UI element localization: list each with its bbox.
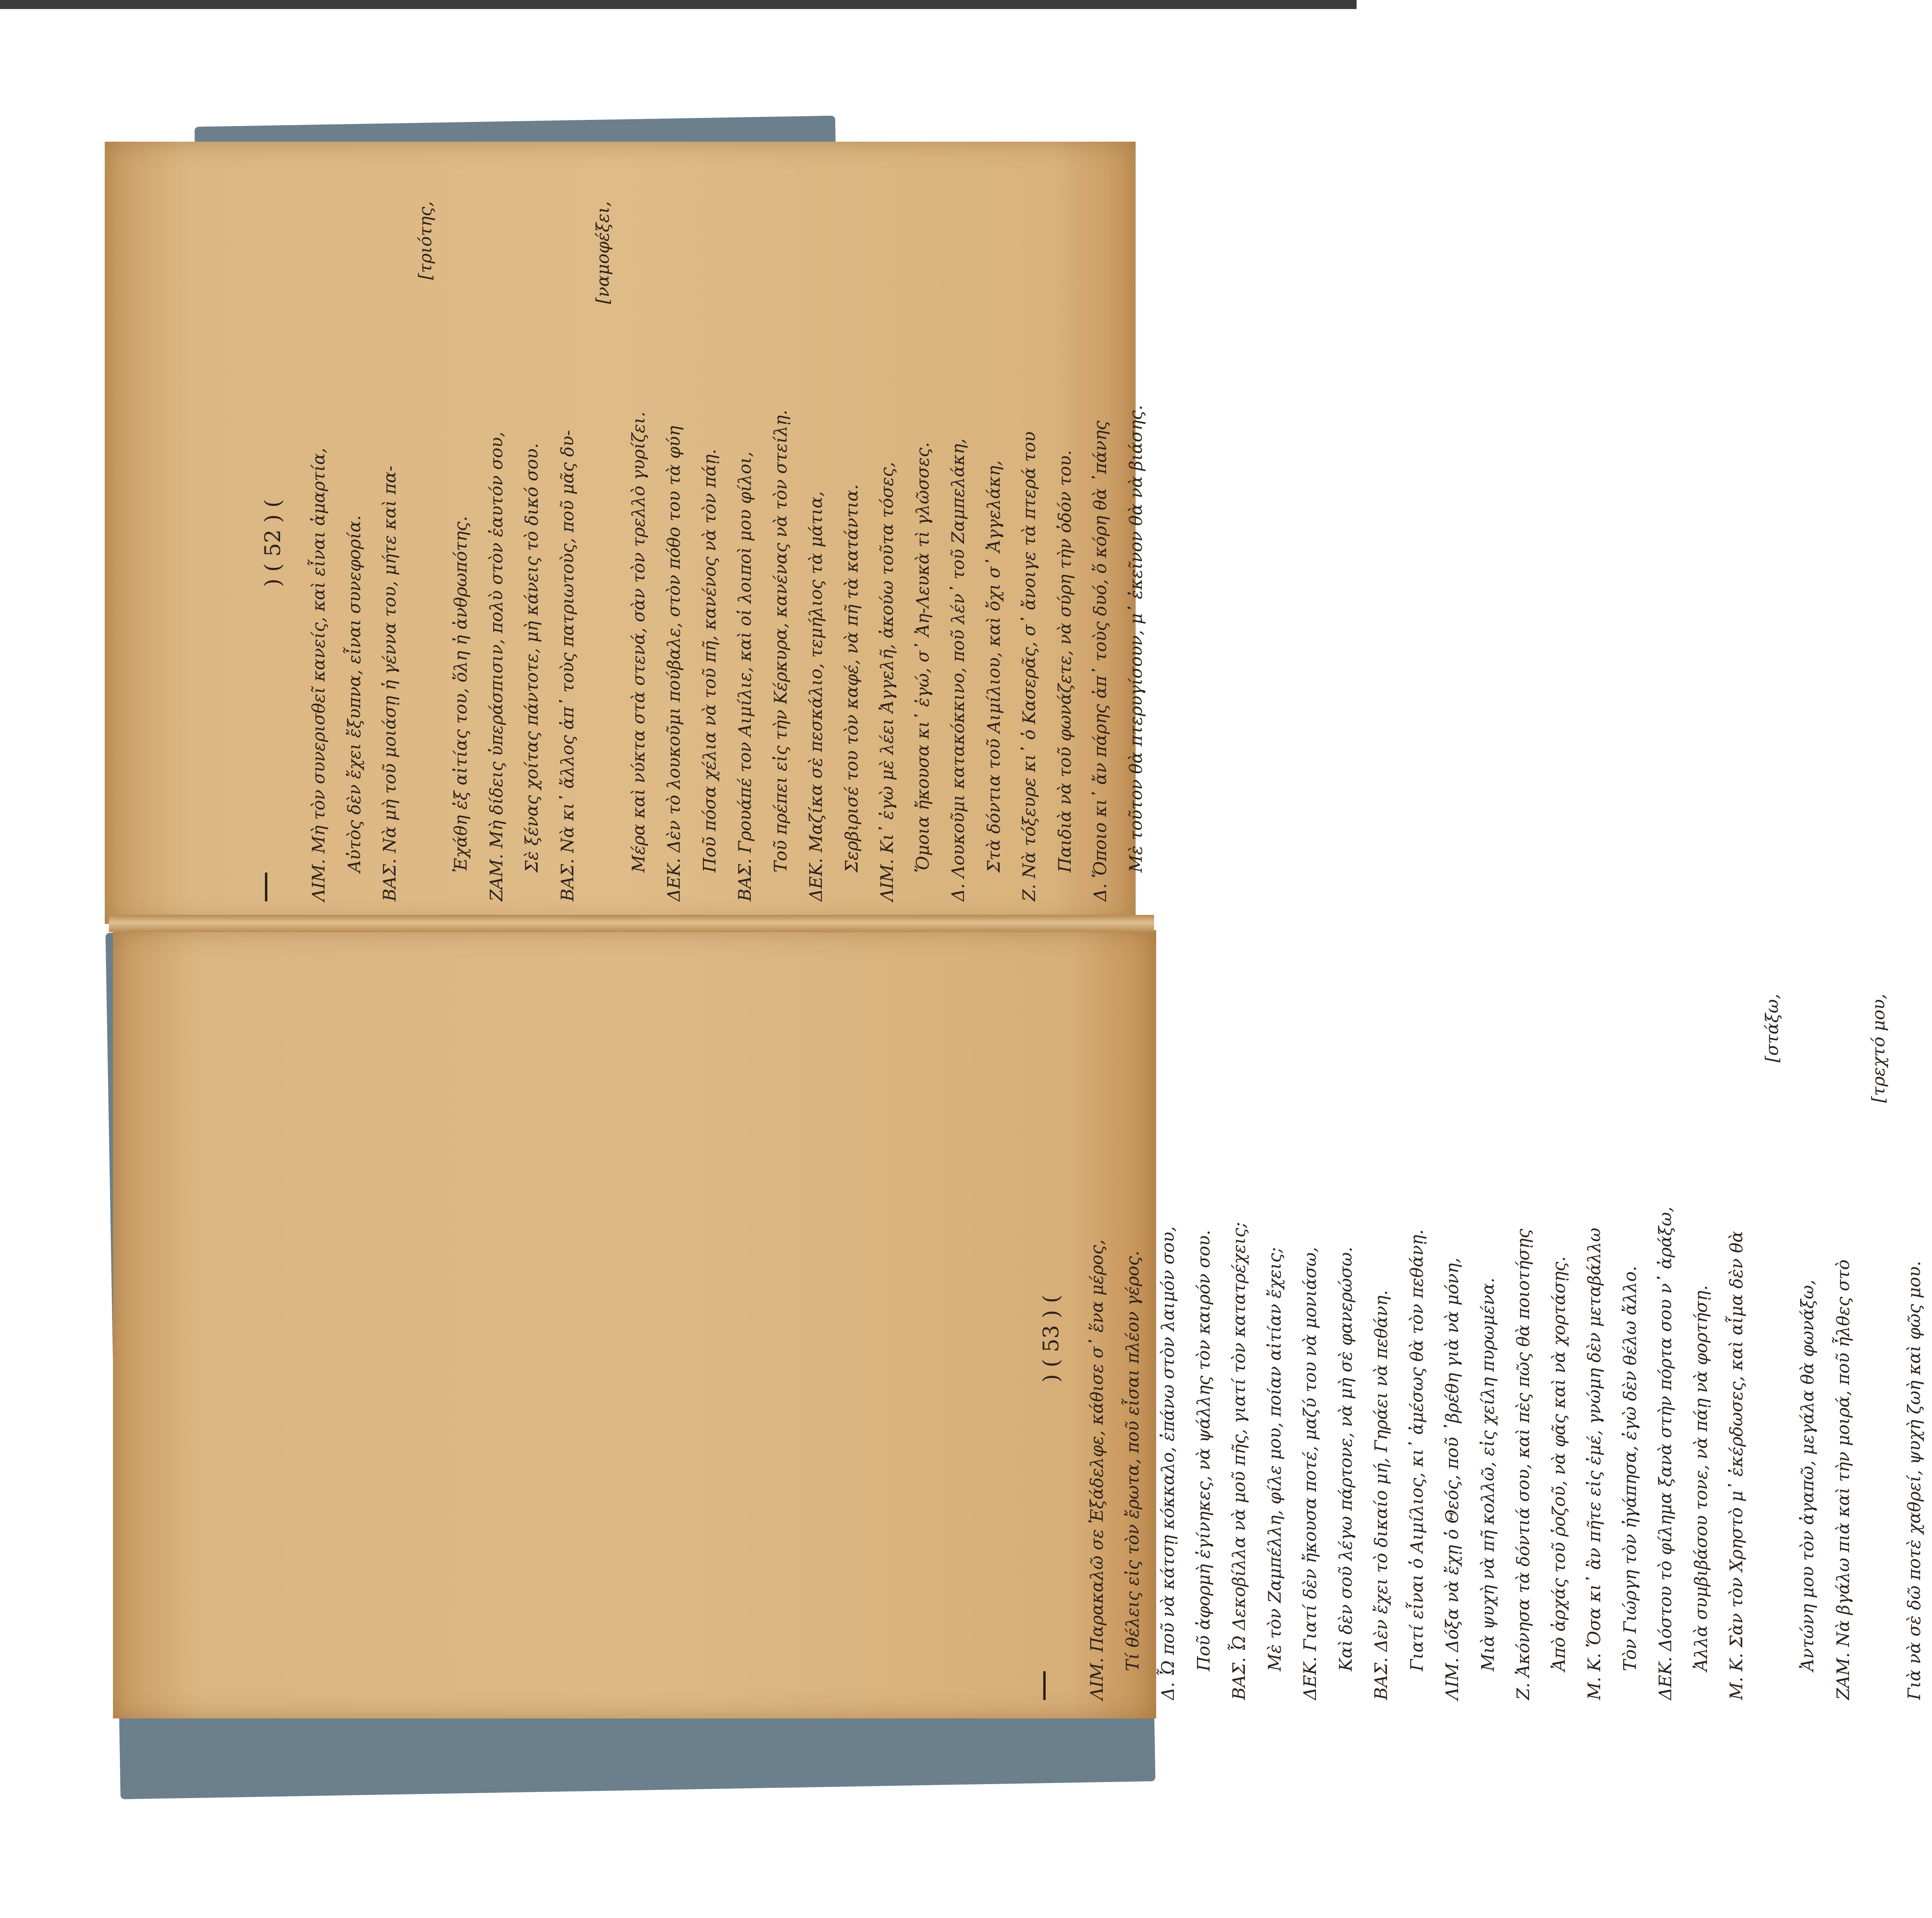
text-line: ΔΕΚ. Δόστου τὸ φίλημα ξανὰ στὴν πόρτα σου ν᾽ ἀράξω, <box>1655 1206 1675 1700</box>
text-line: Τί θέλεις εἰς τὸν ἔρωτα, ποῦ εἶσαι πλέον γέρος. <box>1122 1250 1143 1671</box>
text-line: Μ. Κ. Ὅσα κι᾽ ἂν πῆτε εἰς ἐμέ, γνώμη δὲν μεταβάλλω <box>1584 1227 1604 1700</box>
header-rule <box>265 873 267 901</box>
text-line: Μιὰ ψυχὴ νὰ πῆ κολλῶ, εἰς χείλη πυρωμένα. <box>1477 1277 1498 1671</box>
text-line: [τρεχτό μου, <box>1868 994 1888 1103</box>
text-line: ΛΙΜ. Δόξα νὰ ἔχῃ ὁ Θεός, ποῦ ᾽βρέθη γιὰ νὰ μόνη, <box>1442 1257 1462 1700</box>
text-line: ΒΑΣ. Δὲν ἔχει τὸ δικαίο μή, Γηράει νὰ πεθάνη. <box>1371 1290 1391 1700</box>
page-52-lines <box>301 185 1154 901</box>
text-line: Γιὰ νὰ σὲ δῶ ποτὲ χαθρεί, ψυχὴ ζωὴ καὶ φῶς μου. <box>1904 1261 1924 1700</box>
text-line: ΖΑΜ. Νὰ βγάλω πιὰ καὶ τὴν μοιρά, ποῦ ἦλθες στὸ <box>1833 1259 1853 1700</box>
text-line: Δ. Ὅποιο κι᾽ ἄν πάρης ἀπ᾽ τοὺς δυό, ὅ κόρη θὰ ᾽πάνης <box>1090 420 1110 901</box>
text-line: Σερβιρισέ του τὸν καφέ, νὰ πῆ τὰ κατάντια. <box>841 484 862 873</box>
text-line: Ἀπὸ ἀρχάς τοῦ ῥοζοῦ, νὰ φᾶς καὶ νὰ χορτάσῃς. <box>1548 1256 1569 1671</box>
text-line: Μέρα καὶ νύκτα στὰ στενά, σὰν τὸν τρελλὸ γυρίζει. <box>628 411 649 873</box>
text-line: Ποῦ ἀφορμὴ ἐγίνηκες, νὰ ψάλλης τὸν καιρόν σου. <box>1193 1230 1214 1671</box>
text-line: Ζ. Ἀκόνησα τὰ δόντιά σου, καὶ πὲς πῶς θὰ ποιοτήσῃς <box>1513 1229 1533 1700</box>
text-line: Ἀλλὰ συμβιβάσου τονε, νὰ πάῃ νὰ φορτήσῃ. <box>1690 1285 1711 1671</box>
page-53-lines <box>1079 977 1932 1700</box>
text-line: Ἐχάθη ἐξ αἰτίας του, ὅλη ἡ ἀνθρωπότης. <box>451 516 471 873</box>
text-line: ΖΑΜ. Μὴ δίδεις ὑπεράσπισιν, πολὺ στὸν ἑαυτόν σου, <box>486 432 506 901</box>
book-gutter <box>109 915 1154 932</box>
text-line: [στάξω, <box>1762 994 1782 1063</box>
text-line: ΒΑΣ. Γρουάπέ τον Αιμίλιε, καὶ οἱ λοιποὶ μου φίλοι, <box>735 451 755 901</box>
page-52-text <box>261 185 1154 901</box>
scan-top-edge <box>0 0 1357 9</box>
text-line: Ποῦ πόσα χέλια νὰ τοῦ πῆ, κανένος νὰ τὸν πάῃ. <box>699 449 720 873</box>
page-number-value: 52 <box>261 529 285 557</box>
page-53-text <box>1039 977 1932 1700</box>
text-line: Μὲ τὸν Ζαμπέλλη, φίλε μου, ποίαν αἰτίαν ἔχεις; <box>1264 1247 1285 1671</box>
text-line: Δ. Ὦ ποῦ νὰ κάτσῃ κόκκαλο, ἐπάνω στὸν λαιμόν σου, <box>1158 1226 1178 1700</box>
header-rule <box>1043 1671 1046 1700</box>
text-line: Αὐτὸς δὲν ἔχει ἔξυπνα, εἶναι συνεφορία. <box>344 515 364 873</box>
text-line: Μ. Κ. Σὰν τὸν Χρηστὸ μ᾽ ἐκέρδωσες, καὶ αἷμα δὲν θὰ <box>1726 1231 1746 1700</box>
text-line: ΒΑΣ. Ὦ Δεκοβίλλα νὰ μοῦ πῆς, γιατί τὸν κατατρέχεις; <box>1229 1222 1249 1700</box>
text-line: Ζ. Νὰ τόξευρε κι᾽ ὁ Κασερᾶς, σ᾽ ἄνοιγε τὰ πτερά του <box>1019 431 1039 901</box>
text-line: ΛΙΜ. Παρακαλῶ σε Ἐξάδελφε, κάθισε σ᾽ ἕνα μέρος, <box>1087 1239 1107 1700</box>
text-line: ΔΕΚ. Δὲν τὸ λουκοῦμι πούβαλε, στὸν πόθο του τὰ φύη <box>664 426 684 901</box>
page-number-value: 53 <box>1039 1325 1064 1353</box>
page-number-53: ) ( 53 ) ( <box>1039 977 1064 1700</box>
text-line: Ὅμοια ἤκουσα κι᾽ ἐγώ, σ᾽ Ἀη-Λευκὰ τὶ γλῶσσες. <box>912 442 933 873</box>
text-line: Τοῦ πρέπει εἰς τὴν Κέρκυρα, κανένας νὰ τὸν στείλῃ. <box>770 409 791 873</box>
text-line: Παιδιὰ νὰ τοῦ φωνάζετε, νὰ σύρη τὴν ὁδόν του. <box>1054 450 1075 873</box>
text-line: Σὲ ξένας χοίτας πάντοτε, μὴ κάνεις τὸ δικό σου. <box>522 443 542 873</box>
text-line: ΒΑΣ. Νὰ μὴ τοῦ μοιάσῃ ἡ γέννα του, μήτε καὶ πα- <box>380 465 400 901</box>
text-line: ΔΕΚ. Μαζίκα σὲ πεσκάλιο, τεμήλιος τὰ μάτια, <box>806 491 826 901</box>
text-line: Στὰ δόντια τοῦ Αιμίλιου, καὶ ὄχι σ᾽ Ἀγγελάκη, <box>983 460 1004 873</box>
text-line: Δ. Λουκοῦμι κατακόκκινο, ποῦ λέν᾽ τοῦ Ζαμπελάκη, <box>948 438 968 901</box>
text-line: Ἀντώνη μου τὸν ἀγαπῶ, μεγάλα θὰ φωνάξω, <box>1797 1279 1817 1671</box>
text-line: [ναμοφέξει, <box>593 201 613 304</box>
text-line: Μὲ τοῦτον θὰ πτερυγίσουν, μ᾽ ἐκεῖνον θὰ νὰ βιάσης. <box>1125 405 1146 873</box>
text-line: Καὶ δὲν σοῦ λέγω πάρτονε, νὰ μὴ σὲ φανερώσω. <box>1335 1247 1356 1671</box>
text-line: Τὸν Γιώργη τὸν ἠγάπησα, ἐγὼ δὲν θέλω ἄλλο. <box>1619 1266 1640 1671</box>
text-line: ΔΕΚ. Γιατί δὲν ἤκουσα ποτέ, μαζύ του νὰ μονιάσω, <box>1300 1247 1320 1700</box>
page-number-52: ) ( 52 ) ( <box>261 185 285 901</box>
text-line: Γιατί εἶναι ὁ Αιμίλιος, κι᾽ ἀμέσως θὰ τὸν πεθάνῃ. <box>1406 1229 1427 1671</box>
text-line: ΛΙΜ. Μὴ τὸν συνερισθεῖ κανείς, καὶ εἶναι ἁμαρτία, <box>308 448 329 901</box>
text-line: [τριότης, <box>415 201 435 280</box>
page-leaf-53 <box>113 930 1156 1718</box>
text-line: ΛΙΜ. Κι᾽ ἐγὼ μὲ λέει Ἀγγελῆ, ἀκούω τοῦτα τόσες, <box>877 462 897 901</box>
text-line: ΒΑΣ. Νὰ κι᾽ ἄλλος ἀπ᾽ τοὺς πατριωτοὺς, ποῦ μᾶς δυ- <box>557 430 577 901</box>
